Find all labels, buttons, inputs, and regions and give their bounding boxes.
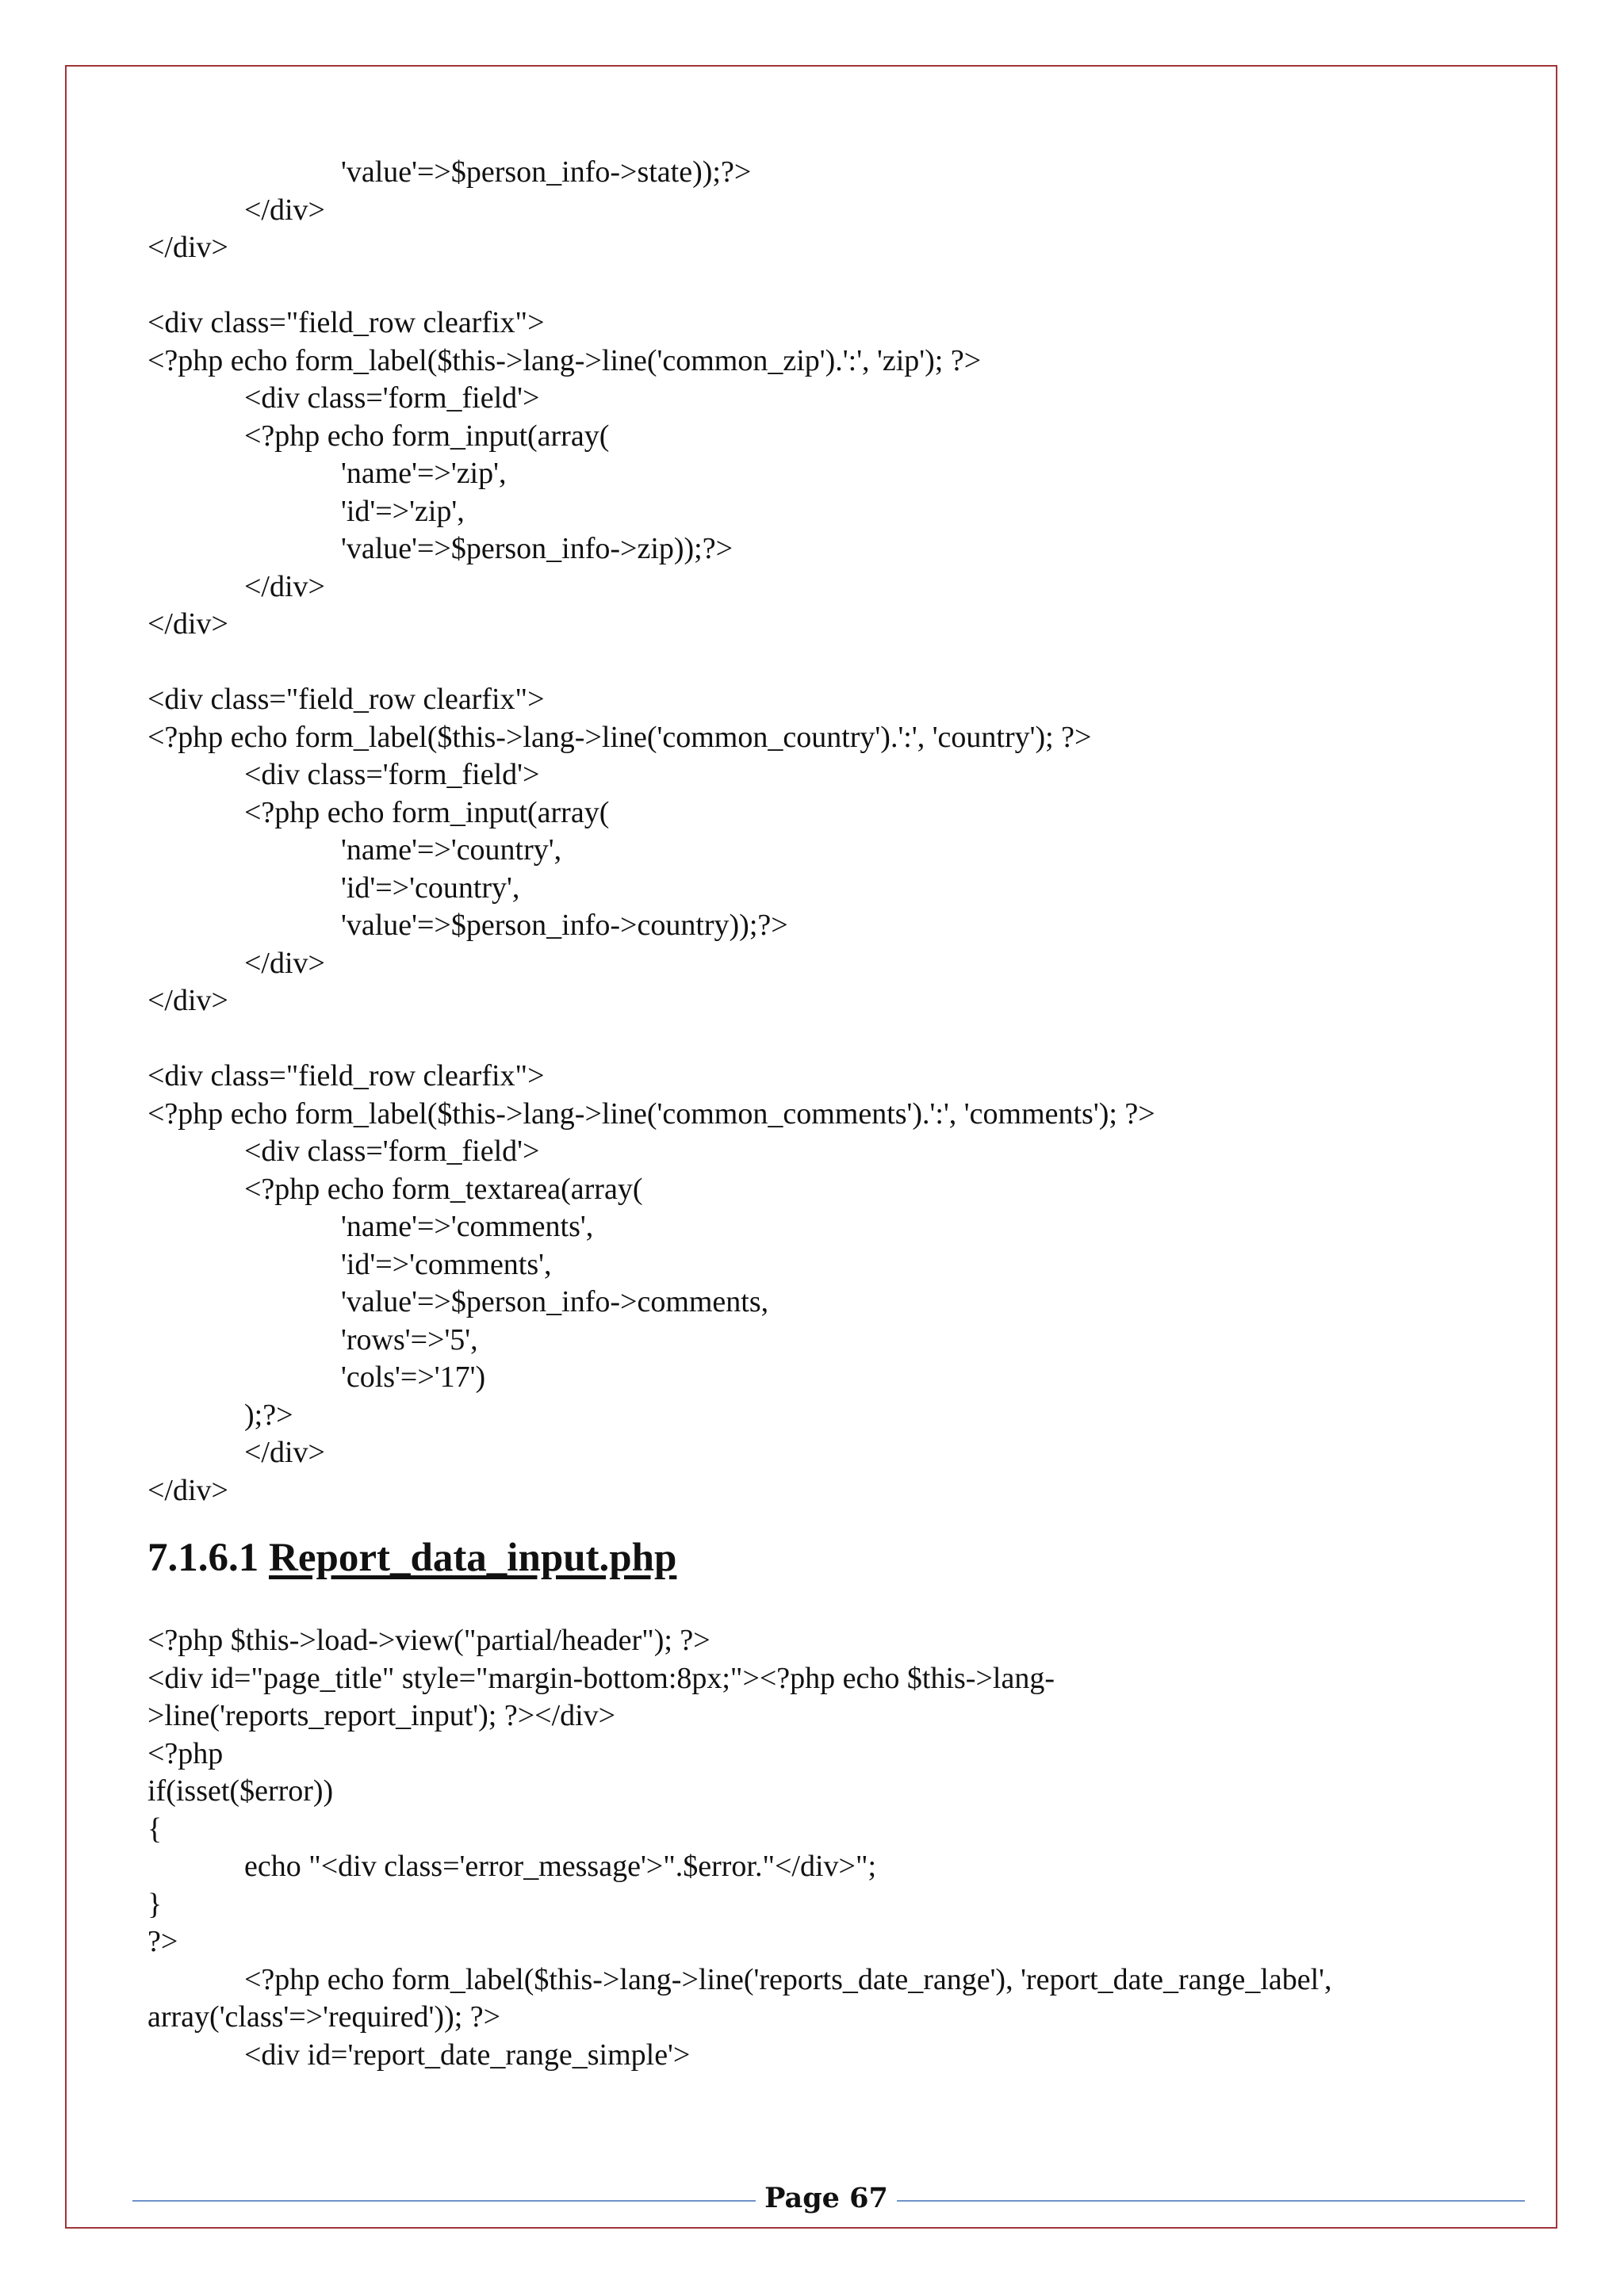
code-line: <?php echo form_input(array( [244,419,610,453]
code-line: <?php $this->load->view("partial/header"); ?> [147,1624,710,1657]
code-line: 'value'=>$person_info->comments, [341,1285,769,1318]
code-line: echo "<div class='error_message'>".$error."</div>"; [244,1850,877,1883]
code-line: 'name'=>'country', [341,833,562,867]
code-line: 'rows'=>'5', [341,1322,478,1357]
code-line: >line('reports_report_input'); ?></div> [147,1699,616,1732]
code-line: <div id='report_date_range_simple'> [244,2038,691,2072]
code-line: 'id'=>'zip', [341,494,465,528]
code-line: 'value'=>$person_info->zip));?> [341,532,733,565]
code-line: 'name'=>'comments', [341,1210,594,1243]
code-line [147,644,1496,682]
code-line: </div> [244,569,325,603]
code-line: </div> [147,984,228,1017]
page-number: Page 67 [764,2182,888,2214]
code-block-report-input [147,1622,1496,2074]
code-line: <div class="field_row clearfix"> [147,1059,545,1093]
code-line: <?php echo form_textarea(array( [244,1172,643,1206]
code-line: <div class="field_row clearfix"> [147,683,545,716]
code-line: </div> [147,1473,228,1507]
code-line: { [147,1812,163,1846]
code-line: <div class="field_row clearfix"> [147,306,545,339]
code-line: </div> [244,193,325,227]
section-title: Report_data_input.php [269,1536,677,1580]
code-line: <div id="page_title" style="margin-bottom:8px;"><?php echo $this->lang- [147,1661,1055,1695]
code-line: if(isset($error)) [147,1774,334,1808]
code-line: <?php echo form_label($this->lang->line('common_comments').':', 'comments'); ?> [147,1096,1155,1131]
code-line: 'id'=>'comments', [341,1247,552,1281]
code-line: 'name'=>'zip', [341,457,507,490]
code-line: <div class='form_field'> [244,758,540,791]
code-line: } [147,1887,163,1921]
code-line: <?php echo form_label($this->lang->line('reports_date_range'), 'report_date_range_label', [244,1962,1332,1996]
code-line: </div> [147,607,228,641]
code-line: <div class='form_field'> [244,1135,540,1168]
code-line: 'value'=>$person_info->state));?> [341,155,752,189]
code-line [147,267,1496,305]
code-line: <?php echo form_label($this->lang->line('common_country').':', 'country'); ?> [147,720,1092,754]
code-line: </div> [244,946,325,980]
section-heading [147,1510,1496,1622]
code-line: 'value'=>$person_info->country));?> [341,909,788,942]
section-number: 7.1.6.1 [147,1536,259,1580]
code-line: <div class='form_field'> [244,381,540,415]
code-line: </div> [147,231,228,264]
footer-rule-right [897,2200,1525,2202]
code-line: </div> [244,1436,325,1469]
footer-rule-left [132,2200,756,2202]
code-line: <?php echo form_input(array( [244,795,610,829]
code-line: 'id'=>'country', [341,871,520,905]
code-line: <?php [147,1736,224,1770]
code-line: ?> [147,1925,178,1958]
document-body [147,154,1496,2074]
code-block-form-fields [147,154,1496,1510]
code-line: <?php echo form_label($this->lang->line('common_zip').':', 'zip'); ?> [147,343,982,377]
code-line: 'cols'=>'17') [341,1360,486,1394]
code-line [147,1020,1496,1058]
code-line: array('class'=>'required')); ?> [147,2000,501,2034]
code-line: );?> [244,1398,293,1432]
